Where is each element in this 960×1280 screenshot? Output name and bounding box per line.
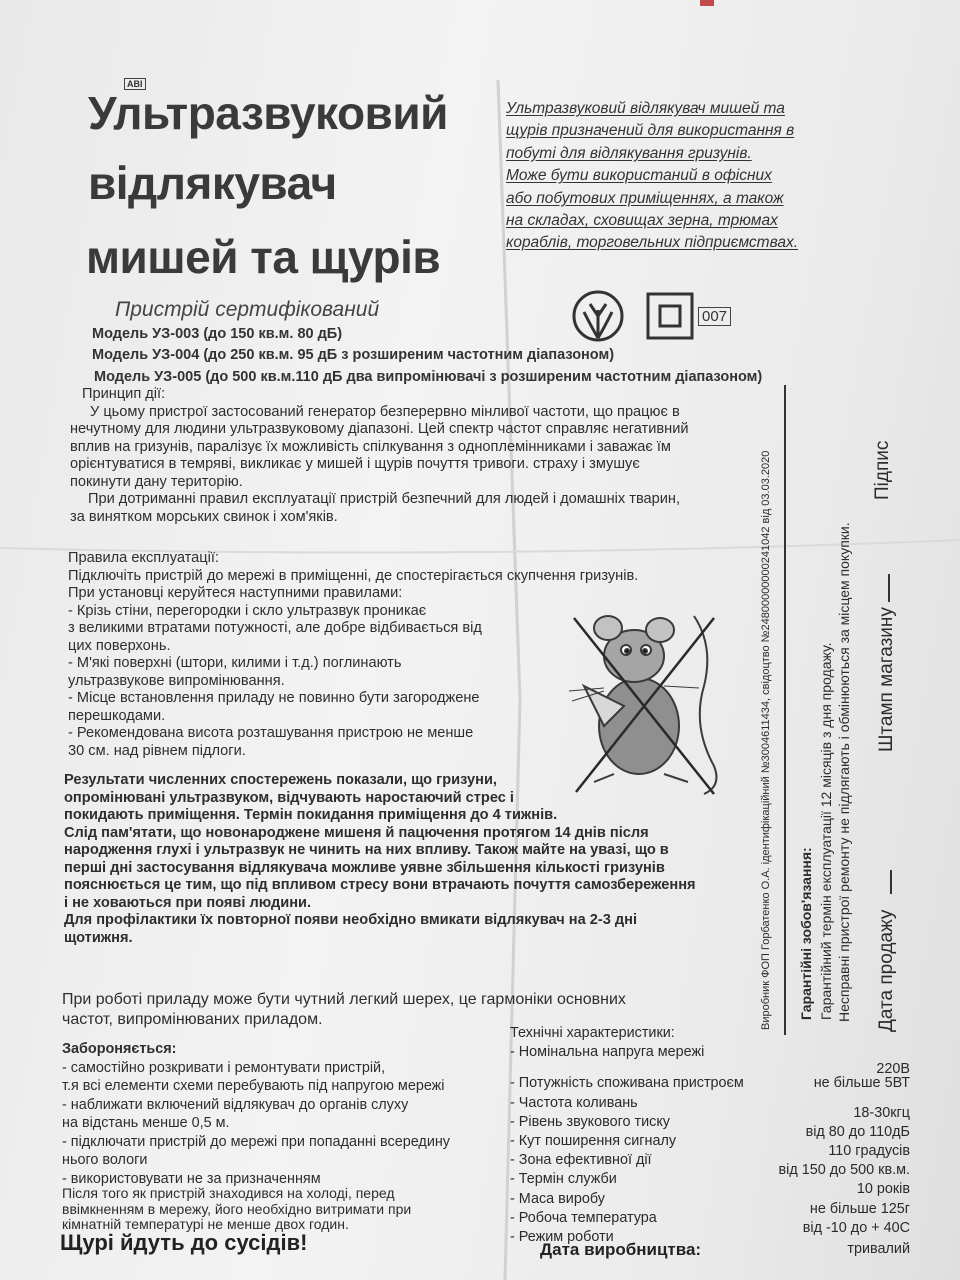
cold-line: Після того як пристрій знаходився на холоді, перед [62,1185,395,1201]
tech-label: - Кут поширення сигналу [510,1132,677,1149]
tech-label: - Номінальна напруга мережі [510,1044,705,1061]
tech-row [510,1151,910,1179]
ua-conformity-mark-icon [574,292,622,340]
principle-line: У цьому пристрої застосований генератор безперервно мінливої частоти, що працює в [90,403,680,420]
tech-row [510,1209,910,1236]
intro-line: Ультразвуковий відлякувач мишей та [506,100,785,117]
principle-line: При дотриманні правил експлуатації пристрій безпечний для людей і домашніх тварин, [88,491,681,507]
production-date-label: Дата виробництва: [540,1240,702,1259]
warranty-line-2-vertical: Несправні пристрої ремонту не підлягають і обмінюються за місцем покупки. [836,522,852,1022]
rules-line: цих поверхонь. [68,637,171,654]
cold-note-section [62,1186,411,1233]
certified-subtitle: Пристрій сертифікований [115,298,380,321]
forbidden-heading: Забороняється: [62,1041,177,1057]
intro-line: побуті для відлякування гризунів. [506,144,752,162]
forbidden-line: - наближати включений відлякувач до органів слуху [62,1096,409,1113]
tech-row [510,1061,910,1078]
rules-heading: Правила експлуатації: [68,550,219,566]
tech-value: не більше 5ВТ [813,1075,910,1092]
tech-label: - Потужність споживана пристроєм [510,1075,744,1092]
noise-line: частот, випромінюваних приладом. [62,1010,323,1028]
slogan: Щурі йдуть до сусідів! [60,1230,308,1255]
tech-row [510,1094,910,1121]
tech-value: 220В [876,1061,910,1078]
principle-line: вплив на гризунів, паралізує їх можливість спілкування з одноплемінниками і заважає їм [70,438,671,455]
cold-line: ввімкненням в мережу, його необхідно витримати при [62,1200,412,1217]
results-line: щотижня. [64,929,133,946]
tech-value: 18-30кгц [853,1104,910,1121]
warranty-heading-vertical: Гарантійні зобов'язання: [798,847,814,1020]
stamp-label-vertical: Штамп магазину [876,607,897,752]
forbidden-line: т.я всі елементи схеми перебувають під напругою мережі [62,1078,445,1094]
intro-line: або побутових приміщеннях, а також [506,189,784,207]
rules-line: - М'які поверхні (штори, килими і т.д.) поглинають [68,655,402,671]
forbidden-line: - самостійно розкривати і ремонтувати пристрій, [62,1059,386,1076]
tech-label: - Режим роботи [510,1228,614,1245]
rules-line: - Рекомендована висота розташування пристрою не менше [68,725,474,741]
tech-row [510,1132,910,1159]
crossed-rat-illustration [564,606,724,800]
intro-paragraph [506,98,878,255]
rules-line: - Місце встановлення приладу не повинно бути загороджене [68,690,480,706]
forbidden-line: на відстань менше 0,5 м. [62,1115,230,1131]
vertical-divider [784,385,786,1035]
tech-value: не більше 125г [809,1200,910,1217]
results-section [64,772,696,947]
tech-label: - Зона ефективної дії [510,1152,652,1169]
results-line: Слід пам'ятати, що новонароджене мишеня й пацючення протягом 14 днів після [64,824,649,841]
principle-heading: Принцип дії: [82,386,166,402]
rules-line: 30 см. над рівнем підлоги. [68,742,246,759]
results-line: пояснюється це тим, що під впливом стресу вони втрачають почуття самозбереження [64,877,696,893]
results-line: опромінювані ультразвуком, відчувають наростаючий стрес і [64,789,514,806]
tech-value: від -10 до + 40С [802,1219,910,1236]
results-line: Результати численних спостережень показали, що гризуни, [64,772,497,788]
intro-line: щурів призначений для використання в [506,122,795,140]
stamp-line [888,574,890,602]
intro-line: на складах, сховищах зерна, трюмах [506,212,778,230]
tech-label: - Частота коливань [510,1094,638,1111]
tech-value: 110 градусів [828,1142,910,1159]
tech-row [510,1190,910,1217]
sale-date-label-vertical: Дата продажу [876,909,897,1032]
title-line-1: Ультразвуковий [88,87,448,139]
results-line: перші дні застосування відлякувача можливе уявне збільшення кількості гризунів [64,859,665,876]
title-line-3: мишей та щурів [86,231,441,283]
tech-row [510,1074,910,1093]
conformity-code-badge: 007 [698,307,731,326]
model-line: Модель УЗ-004 (до 250 кв.м. 95 дБ з розширеним частотним діапазоном) [92,347,615,363]
tech-label: - Робоча температура [510,1209,657,1226]
noise-line: При роботі приладу може бути чутний легкий шерех, це гармоніки основних [62,991,626,1008]
cold-line: кімнатній температурі не менше двох годин. [62,1216,349,1232]
forbidden-section [62,1040,450,1188]
intro-line: кораблів, торговельних підприємствах. [506,234,799,252]
principle-section [70,386,689,526]
tech-value: 10 років [856,1181,910,1198]
forbidden-line: - використовувати не за призначенням [62,1170,321,1187]
rules-line: з великими втратами потужності, але добре відбивається від [68,620,482,636]
double-insulation-icon [648,294,692,338]
rules-line: перешкодами. [68,707,166,724]
brand-logo: АВІ [124,78,146,90]
red-ink-mark [700,0,714,6]
tech-label: - Рівень звукового тиску [510,1113,670,1130]
sale-date-line [890,870,892,894]
results-line: і не ховаються при появі людини. [64,894,312,911]
tech-label: - Маса виробу [510,1190,605,1207]
manufacturer-vertical: Виробник ФОП Горбатенко О.А. ідентифікаційний №3004611434, свідоцтво №24800000000241042 від 03.03.2020 [760,450,772,1030]
tech-value: від 80 до 110дБ [805,1123,910,1140]
rules-line: ультразвукове випромінювання. [68,672,285,689]
results-line: Для профілактики їх повторної появи необхідно вмикати відлякувач на 2-3 дні [64,912,638,928]
tech-row [510,1170,910,1198]
intro-line: Може бути використаний в офісних [506,167,772,185]
tech-heading: Технічні характеристики: [510,1025,675,1041]
forbidden-line: - підключати пристрій до мережі при попаданні всередину [62,1133,451,1150]
forbidden-line: нього вологи [62,1152,148,1168]
tech-row [510,1043,910,1062]
signature-label-vertical: Підпис [872,440,893,500]
rules-line: При установці керуйтеся наступними правилами: [68,585,403,601]
tech-label: - Термін служби [510,1171,617,1188]
title-line-2: відлякувач [88,157,337,209]
model-line: Модель УЗ-003 (до 150 кв.м. 80 дБ) [92,326,343,342]
results-line: покидають приміщення. Термін покидання приміщення до 4 тижнів. [64,807,558,823]
principle-line: за винятком морських свинок і хом'яків. [70,508,338,525]
principle-line: орієнтуватися в темряві, викликає у мишей і щурів почуття тривоги. страху і змушує [70,456,640,472]
model-line: Модель УЗ-005 (до 500 кв.м.110 дБ два випромінювачі з розширеним частотним діапазоном) [94,369,763,385]
warranty-line-1-vertical: Гарантійний термін експлуатації 12 місяців з дня продажу. [818,642,834,1020]
principle-line: покинути дану територію. [70,473,243,490]
rules-section [68,550,638,760]
principle-line: нечутному для людини ультразвуковому діапазоні. Цей спектр частот справляє негативний [70,421,689,437]
results-line: народження глухі і ультразвук не чинить на них впливу. Також майте на увазі, що в [64,842,669,858]
tech-row [510,1113,910,1140]
tech-value: від 150 до 500 кв.м. [778,1162,910,1179]
rules-line: - Крізь стіни, перегородки і скло ультразвук проникає [68,602,427,619]
tech-value: тривалий [847,1240,910,1257]
rules-line: Підключіть пристрій до мережі в приміщенні, де спостерігається скупчення гризунів. [68,567,639,584]
